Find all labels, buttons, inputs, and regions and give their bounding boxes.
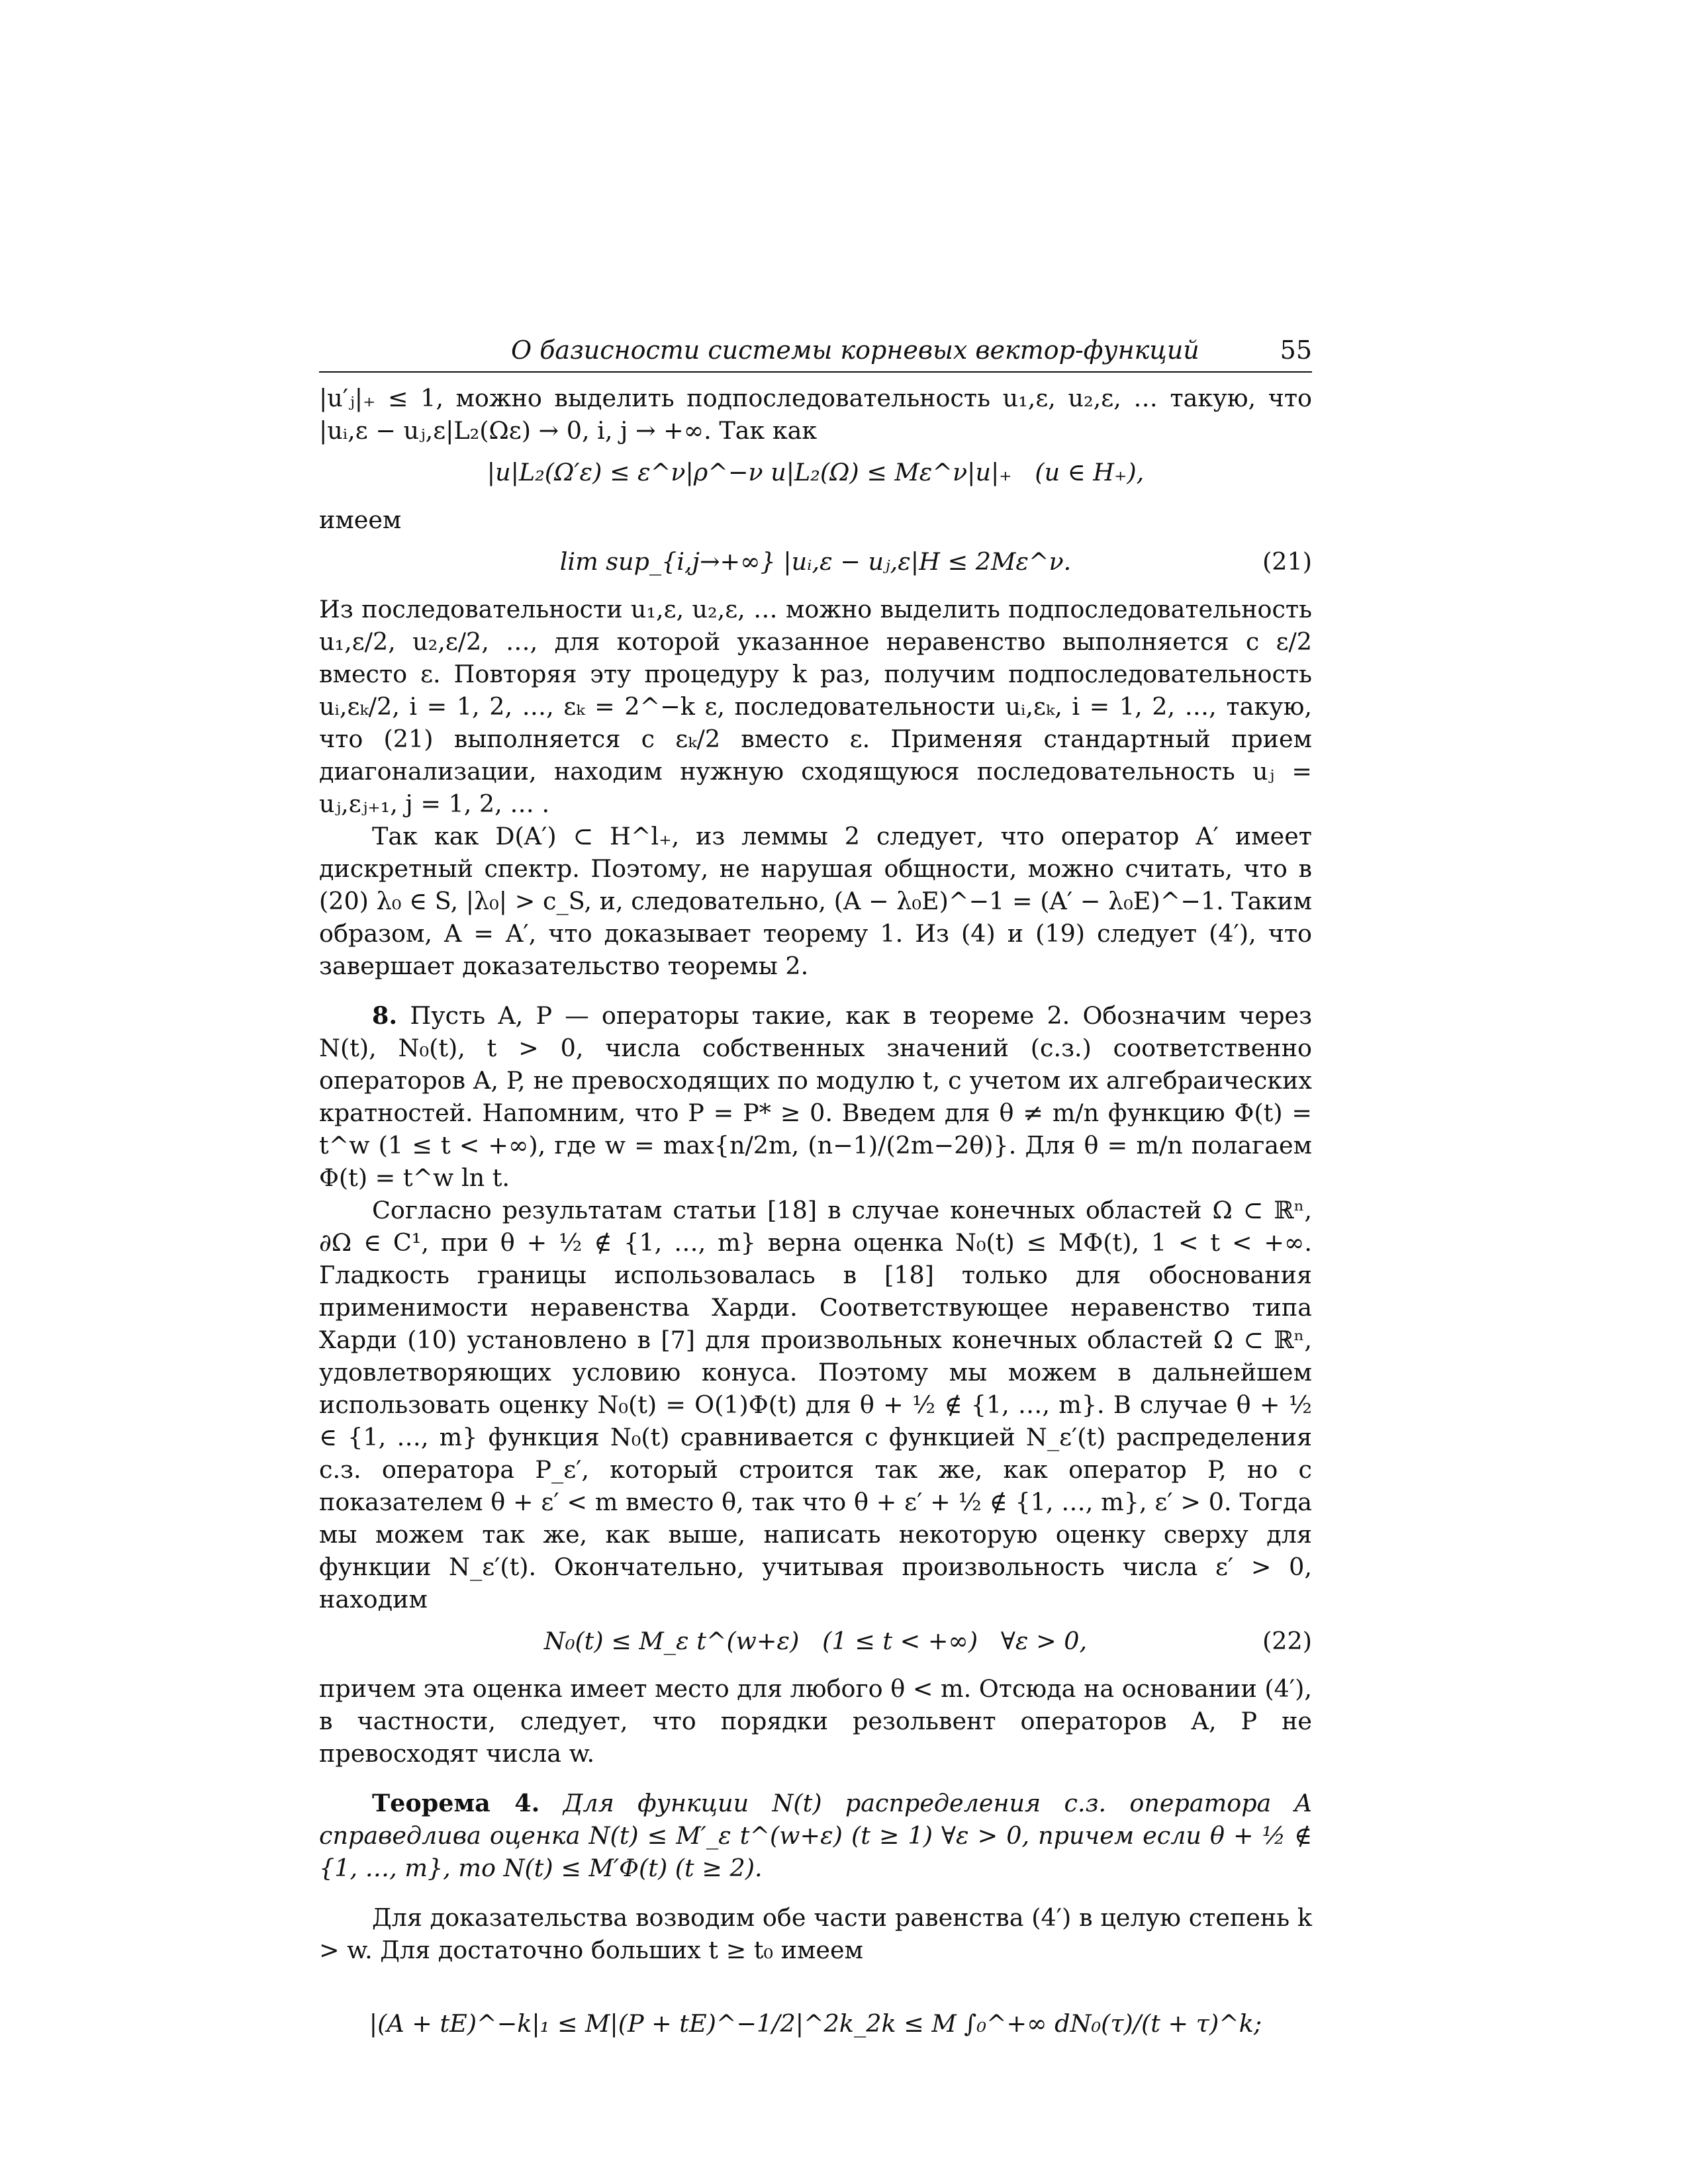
section-8-paragraph bbox=[319, 999, 1312, 1194]
equation-number-21: (21) bbox=[1262, 547, 1312, 576]
formula-1-body: |u|L₂(Ω′ε) ≤ ε^ν|ρ^−ν u|L₂(Ω) ≤ Mε^ν|u|₊ (u ∈ H₊), bbox=[487, 458, 1145, 486]
theorem-text: Для функции N(t) распределения с.з. оператора A справедлива оценка N(t) ≤ M′_ε t^(w+ε) (t ≥ 1) ∀ε > 0, причем если θ + ½ ∉ {1, …, m}, то N(t) ≤ M′Φ(t) (t ≥ 2). bbox=[319, 1789, 1312, 1882]
paragraph-4: Так как D(A′) ⊂ H^l₊, из леммы 2 следует, что оператор A′ имеет дискретный спектр. Поэтому, не нарушая общности, можно считать, что в (20) λ₀ ∈ S, |λ₀| > c_S, и, следовательно, (A − λ₀E)^−1 = (A′ − λ₀E)^−1. Таким образом, A = A′, что доказывает теорему 1. Из (4) и (19) следует (4′), что завершает доказательство теоремы 2. bbox=[319, 822, 1312, 980]
section-number: 8. bbox=[372, 1001, 398, 1030]
paragraph-3: Из последовательности u₁,ε, u₂,ε, … можно выделить подпоследовательность u₁,ε/2, u₂,ε/2, …, для которой указанное неравенство выполняется с ε/2 вместо ε. Повторяя эту процедуру k раз, получим подпоследовательность uᵢ,εₖ/2, i = 1, 2, …, εₖ = 2^−k ε, последовательности uᵢ,εₖ, i = 1, 2, …, такую, что (21) выполняется с εₖ/2 вместо ε. Применяя стандартный прием диагонализации, находим нужную сходящуюся последовательность uⱼ = uⱼ,εⱼ₊₁, j = 1, 2, … . bbox=[319, 595, 1312, 818]
formula-integral bbox=[319, 1976, 1312, 2075]
paragraph-7: причем эта оценка имеет место для любого θ < m. Отсюда на основании (4′), в частности, следует, что порядки резольвент операторов A, P не превосходят числа w. bbox=[319, 1674, 1312, 1768]
page-number: 55 bbox=[1280, 336, 1312, 365]
paragraph-8: Для доказательства возводим обе части равенства (4′) в целую степень k > w. Для достаточно больших t ≥ t₀ имеем bbox=[319, 1903, 1312, 1964]
paragraph-1: |u′ⱼ|₊ ≤ 1, можно выделить подпоследовательность u₁,ε, u₂,ε, … такую, что |uᵢ,ε − uⱼ,ε|L₂(Ωε) → 0, i, j → +∞. Так как bbox=[319, 384, 1312, 445]
formula-integral-body: |(A + tE)^−k|₁ ≤ M|(P + tE)^−1/2|^2k_2k ≤ M ∫₀^+∞ dN₀(τ)/(t + τ)^k; bbox=[369, 2009, 1262, 2038]
section-8-text: Пусть A, P — операторы такие, как в теореме 2. Обозначим через N(t), N₀(t), t > 0, числа собственных значений (с.з.) соответственно операторов A, P, не превосходящих по модулю t, с учетом их алгебраических кратностей. Напомним, что P = P* ≥ 0. Введем для θ ≠ m/n функцию Φ(t) = t^w (1 ≤ t < +∞), где w = max{n/2m, (n−1)/(2m−2θ)}. Для θ = m/n полагаем Φ(t) = t^w ln t. bbox=[319, 1001, 1312, 1192]
formula-22-body: N₀(t) ≤ M_ε t^(w+ε) (1 ≤ t < +∞) ∀ε > 0, bbox=[543, 1627, 1088, 1655]
formula-21 bbox=[319, 545, 1312, 584]
paragraph-2: имеем bbox=[319, 506, 402, 534]
formula-21-body: lim sup_{i,j→+∞} |uᵢ,ε − uⱼ,ε|H ≤ 2Mε^ν. bbox=[559, 547, 1072, 576]
header-title: О базисности системы корневых вектор-функций bbox=[511, 336, 1199, 365]
paragraph-6: Согласно результатам статьи [18] в случае конечных областей Ω ⊂ ℝⁿ, ∂Ω ∈ C¹, при θ + ½ ∉ {1, …, m} верна оценка N₀(t) ≤ MΦ(t), 1 < t < +∞. Гладкость границы использовалась в [18] только для обоснования применимости неравенства Харди. Соответствующее неравенство типа Харди (10) установлено в [7] для произвольных конечных областей Ω ⊂ ℝⁿ, удовлетворяющих условию конуса. Поэтому мы можем в дальнейшем использовать оценку N₀(t) = O(1)Φ(t) для θ + ½ ∉ {1, …, m}. В случае θ + ½ ∈ {1, …, m} функция N₀(t) сравнивается с функцией N_ε′(t) распределения с.з. оператора P_ε′, который строится так же, как оператор P, но с показателем θ + ε′ < m вместо θ, так что θ + ε′ + ½ ∉ {1, …, m}, ε′ > 0. Тогда мы можем так же, как выше, написать некоторую оценку сверху для функции N_ε′(t). Окончательно, учитывая произвольность числа ε′ > 0, находим bbox=[319, 1196, 1312, 1614]
theorem-label: Теорема 4. bbox=[372, 1789, 540, 1817]
equation-number-22: (22) bbox=[1262, 1627, 1312, 1655]
running-header bbox=[319, 334, 1312, 373]
formula-1 bbox=[319, 456, 1312, 494]
theorem-4 bbox=[319, 1787, 1312, 1884]
formula-22 bbox=[319, 1625, 1312, 1663]
page bbox=[319, 334, 1312, 2084]
